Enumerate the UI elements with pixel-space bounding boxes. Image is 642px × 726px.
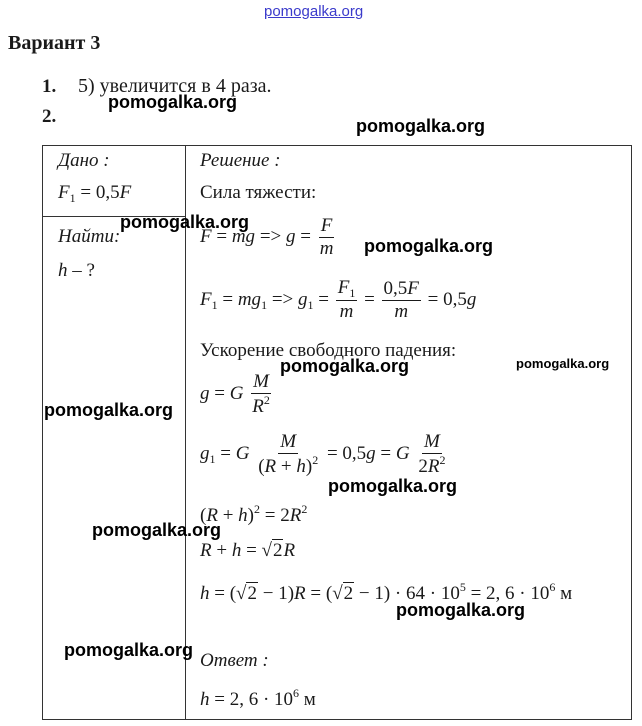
equation-6: R + h = √2R [200,540,296,561]
item1-number: 1. [42,76,57,97]
acceleration-label: Ускорение свободного падения: [200,340,457,361]
find-value: h – ? [58,260,95,281]
answer-value: h = 2, $6 \cdot 10^6$ м [200,686,316,710]
equation-7: $h = (√2 - 1)R = (√2 - 1) \cdot 64 \cdot 10^5 = 2$, $6 \cdot 10^6$ м [200,580,573,604]
equation-5: $(R + h)^2 = 2R^2$ [200,502,308,526]
watermark: pomogalka.org [44,400,174,420]
equation-1: F = mg => g = $\frac{F}{m}$ [200,215,334,259]
equation-4: $g_1 = G$ $\frac{M}{(R + h)^2}$ = 0,5g = G $\frac{M}{2R^2}$ [200,431,446,477]
watermark: pomogalka.org [396,600,526,620]
top-watermark[interactable]: pomogalka.org [264,3,364,20]
page-title: Вариант 3 [8,32,101,54]
watermark: pomogalka.org [92,520,222,540]
watermark: pomogalka.org [328,476,458,496]
watermark: pomogalka.org [516,356,610,371]
watermark: pomogalka.org [356,116,486,136]
watermark: pomogalka.org [120,212,250,232]
solution-label: Решение : [200,150,281,171]
item2-number: 2. [42,106,57,127]
item1-answer: 5) увеличится в 4 раза. [78,75,272,97]
given-label: Дано : [58,150,110,171]
watermark: pomogalka.org [364,236,494,256]
equation-3: g = G $\frac{M}{R^2}$ [200,371,270,417]
find-label: Найти: [58,226,121,247]
given-value: $F_1 = 0,5F$ [58,182,132,205]
watermark: pomogalka.org [64,640,194,660]
gravity-label: Сила тяжести: [200,182,317,203]
answer-label: Ответ : [200,650,269,671]
watermark: pomogalka.org [280,356,410,376]
equation-2: $F_1 = mg_1 => g_1$ = $\frac{F_1}{m}$ = $\frac{0,5F}{m}$ = 0,5g [200,277,477,323]
watermark: pomogalka.org [108,92,238,112]
